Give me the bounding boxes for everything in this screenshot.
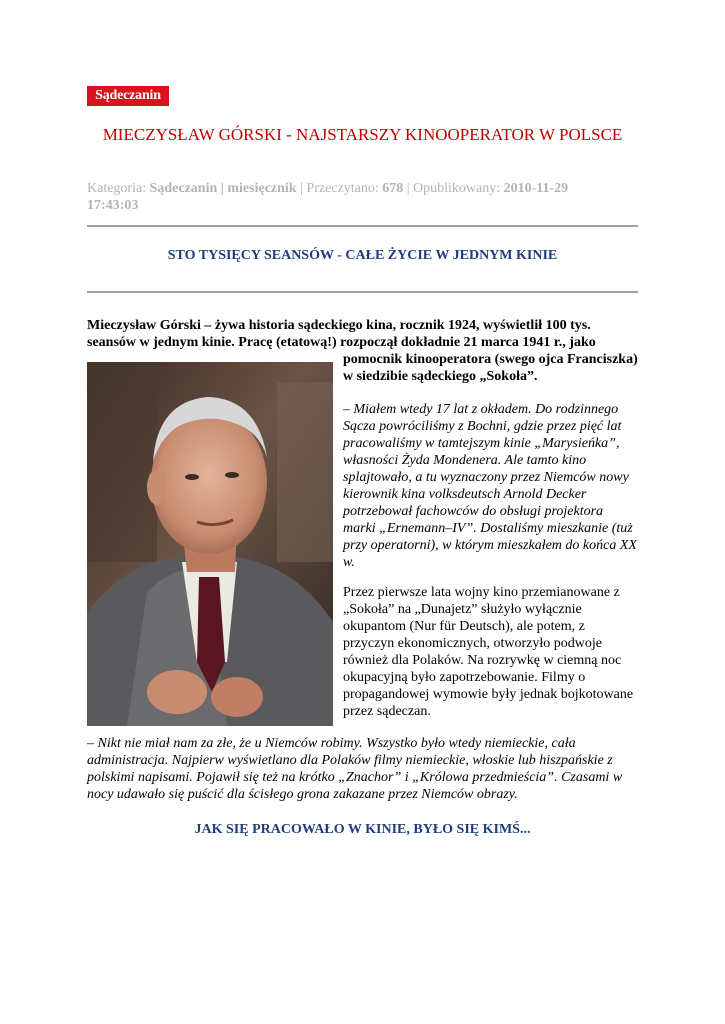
site-logo[interactable]: Sądeczanin — [87, 86, 169, 106]
paragraph-2: Przez pierwsze lata wojny kino przemianowane z „Sokoła” na „Dunajetz” służyło wyłącznie okupantom (Nur für Deutsch), ale potem, z przyczyn ekonomicznych, otworzyło podwoje również dla Polaków. Na rozrywkę w ciemną noc okupacyjną było zapotrzebowanie. Filmy o propagandowej wymowie były jednak bojkotowane przez sądeczan. — [343, 585, 634, 719]
article-lead-continued: pomocnik kinooperatora (swego ojca Franciszka) w siedzibie sądeckiego „Sokoła”. — [343, 352, 638, 384]
divider — [87, 225, 638, 227]
meta-separator: | — [217, 181, 228, 196]
meta-separator: | — [296, 181, 307, 196]
published-label: Opublikowany: — [413, 181, 501, 196]
section-heading: JAK SIĘ PRACOWAŁO W KINIE, BYŁO SIĘ KIMŚ... — [194, 822, 531, 837]
published-time: 17:43:03 — [87, 198, 139, 213]
published-date: 2010-11-29 — [503, 181, 569, 196]
reads-count: 678 — [382, 181, 404, 196]
category-link-miesiecznik[interactable]: miesięcznik — [227, 181, 297, 196]
article-subtitle: STO TYSIĘCY SEANSÓW - CAŁE ŻYCIE W JEDNYM KINIE — [167, 248, 558, 263]
quote-2: – Nikt nie miał nam za złe, że u Niemców robimy. Wszystko było wtedy niemieckie, cała administracja. Najpierw wyświetlano dla Polaków filmy niemieckie, włoskie lub hiszpańskie z polskimi napisami. Pojawił się też na krótko „Znachor” i „Królowa przedmieścia”. Czasami w nocy udawało się puścić dla ścisłego grona zakazane przez Niemców obrazy. — [87, 736, 623, 802]
article-lead: Mieczysław Górski – żywa historia sądeckiego kina, rocznik 1924, wyświetlił 100 tys. seansów w jednym kinie. Pracę (etatową!) rozpoczął dokładnie 21 marca 1941 r., jako — [87, 318, 596, 350]
portrait-image — [87, 362, 333, 726]
divider — [87, 291, 638, 293]
article-meta — [87, 180, 637, 214]
category-label: Kategoria: — [87, 181, 147, 196]
quote-1: – Miałem wtedy 17 lat z okładem. Do rodzinnego Sącza powróciliśmy z Bochni, gdzie przez pięć lat pracowaliśmy w tamtejszym kinie „Marysieńka”, własności Żyda Mondenera. Ale tamto kino splajtowało, a tu wyznaczony przez Niemców nowy kierownik kina volksdeutsch Arnold Decker potrzebował fachowców do obsługi projektora marki „Ernemann–IV”. Dostaliśmy mieszkanie (tuż przy operatorni), w którym mieszkałem do końca XX w. — [343, 402, 637, 570]
category-link-sadeczanin[interactable]: Sądeczanin — [149, 181, 218, 196]
reads-label: Przeczytano: — [306, 181, 379, 196]
portrait-photo — [87, 362, 333, 726]
article-title: MIECZYSŁAW GÓRSKI - NAJSTARSZY KINOOPERATOR W POLSCE — [102, 125, 623, 144]
meta-separator: | — [403, 181, 414, 196]
